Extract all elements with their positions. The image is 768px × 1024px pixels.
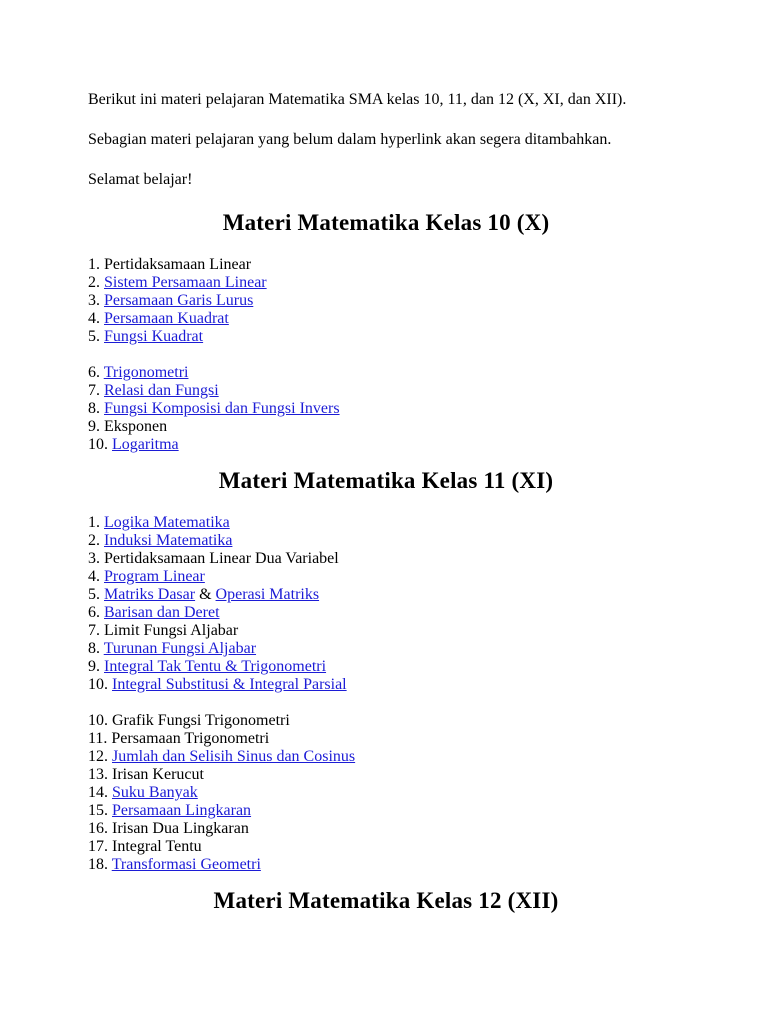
item-number: 17. bbox=[88, 838, 112, 855]
materi-text-integral-tentu: Integral Tentu bbox=[112, 838, 202, 855]
list-item bbox=[88, 364, 684, 382]
materi-link-relasi-dan-fungsi[interactable]: Relasi dan Fungsi bbox=[104, 382, 219, 399]
section-kelas-10 bbox=[88, 210, 684, 454]
list-item bbox=[88, 784, 684, 802]
list-item bbox=[88, 568, 684, 586]
item-number: 4. bbox=[88, 568, 104, 585]
materi-link-barisan-dan-deret[interactable]: Barisan dan Deret bbox=[104, 604, 220, 621]
materi-text-grafik-fungsi-trigonometri: Grafik Fungsi Trigonometri bbox=[112, 712, 290, 729]
materi-text-eksponen: Eksponen bbox=[104, 418, 168, 435]
list-item bbox=[88, 436, 684, 454]
materi-link-operasi-matriks[interactable]: Operasi Matriks bbox=[215, 586, 320, 603]
section-heading-kelas-10: Materi Matematika Kelas 10 (X) bbox=[222, 210, 550, 235]
item-number: 14. bbox=[88, 784, 112, 801]
list-item bbox=[88, 730, 684, 748]
list-item bbox=[88, 292, 684, 310]
item-number: 13. bbox=[88, 766, 112, 783]
list-item bbox=[88, 328, 684, 346]
list-item bbox=[88, 676, 684, 694]
materi-link-trigonometri[interactable]: Trigonometri bbox=[103, 364, 189, 381]
materi-link-logaritma[interactable]: Logaritma bbox=[112, 436, 179, 453]
list-item bbox=[88, 400, 684, 418]
section-kelas-12 bbox=[88, 888, 684, 913]
list-item bbox=[88, 820, 684, 838]
list-item bbox=[88, 310, 684, 328]
materi-text-pertidaksamaan-linear-dua-variabel: Pertidaksamaan Linear Dua Variabel bbox=[104, 550, 339, 567]
list-item bbox=[88, 640, 684, 658]
item-number: 12. bbox=[88, 748, 112, 765]
materi-link-persamaan-lingkaran[interactable]: Persamaan Lingkaran bbox=[112, 802, 252, 819]
section-heading-kelas-12: Materi Matematika Kelas 12 (XII) bbox=[213, 888, 559, 913]
list-item bbox=[88, 418, 684, 436]
materi-text-irisan-kerucut: Irisan Kerucut bbox=[112, 766, 204, 783]
materi-link-turunan-fungsi-aljabar[interactable]: Turunan Fungsi Aljabar bbox=[103, 640, 257, 657]
item-number: 18. bbox=[88, 856, 112, 873]
materi-link-integral-tak-tentu-trigonometri[interactable]: Integral Tak Tentu & Trigonometri bbox=[104, 658, 327, 675]
item-number: 7. bbox=[88, 382, 104, 399]
item-number: 16. bbox=[88, 820, 112, 837]
item-number: 10. bbox=[88, 676, 112, 693]
item-number: 11. bbox=[88, 730, 112, 747]
list-item bbox=[88, 532, 684, 550]
materi-sections bbox=[88, 210, 684, 913]
intro-paragraph-3: Selamat belajar! bbox=[88, 171, 193, 188]
materi-link-matriks-dasar[interactable]: Matriks Dasar bbox=[104, 586, 196, 603]
item-number: 7. bbox=[88, 622, 104, 639]
materi-link-fungsi-komposisi-dan-fungsi-invers[interactable]: Fungsi Komposisi dan Fungsi Invers bbox=[104, 400, 340, 417]
item-number: 1. bbox=[88, 514, 104, 531]
list-item bbox=[88, 604, 684, 622]
list-item bbox=[88, 802, 684, 820]
item-number: 3. bbox=[88, 550, 104, 567]
materi-link-jumlah-dan-selisih-sinus-dan-cosinus[interactable]: Jumlah dan Selisih Sinus dan Cosinus bbox=[112, 748, 356, 765]
item-number: 9. bbox=[88, 418, 104, 435]
materi-link-induksi-matematika[interactable]: Induksi Matematika bbox=[104, 532, 233, 549]
materi-link-logika-matematika[interactable]: Logika Matematika bbox=[104, 514, 230, 531]
item-number: 2. bbox=[88, 532, 104, 549]
section-kelas-11 bbox=[88, 468, 684, 874]
list-item bbox=[88, 766, 684, 784]
list-group-kelas-11-1 bbox=[88, 514, 684, 694]
materi-link-program-linear[interactable]: Program Linear bbox=[104, 568, 205, 585]
item-number: 9. bbox=[88, 658, 104, 675]
list-item bbox=[88, 658, 684, 676]
section-heading-kelas-11: Materi Matematika Kelas 11 (XI) bbox=[218, 468, 554, 493]
list-item bbox=[88, 256, 684, 274]
intro-paragraph-2: Sebagian materi pelajaran yang belum dalam hyperlink akan segera ditambahkan. bbox=[88, 131, 612, 148]
item-number: 2. bbox=[88, 274, 104, 291]
item-number: 6. bbox=[88, 604, 104, 621]
list-item bbox=[88, 856, 684, 874]
materi-text-: & bbox=[195, 586, 216, 603]
materi-text-pertidaksamaan-linear: Pertidaksamaan Linear bbox=[104, 256, 252, 273]
list-item bbox=[88, 550, 684, 568]
item-number: 6. bbox=[88, 364, 104, 381]
item-number: 10. bbox=[88, 712, 112, 729]
list-item bbox=[88, 622, 684, 640]
item-number: 15. bbox=[88, 802, 112, 819]
list-item bbox=[88, 382, 684, 400]
list-group-kelas-10-2 bbox=[88, 364, 684, 454]
item-number: 3. bbox=[88, 292, 104, 309]
item-number: 4. bbox=[88, 310, 104, 327]
list-item bbox=[88, 712, 684, 730]
list-group-kelas-10-1 bbox=[88, 256, 684, 346]
materi-link-sistem-persamaan-linear[interactable]: Sistem Persamaan Linear bbox=[104, 274, 267, 291]
materi-link-persamaan-garis-lurus[interactable]: Persamaan Garis Lurus bbox=[104, 292, 254, 309]
list-item bbox=[88, 274, 684, 292]
item-number: 5. bbox=[88, 586, 104, 603]
item-number: 1. bbox=[88, 256, 104, 273]
materi-link-suku-banyak[interactable]: Suku Banyak bbox=[112, 784, 198, 801]
materi-text-limit-fungsi-aljabar: Limit Fungsi Aljabar bbox=[104, 622, 239, 639]
intro-paragraph-1: Berikut ini materi pelajaran Matematika SMA kelas 10, 11, dan 12 (X, XI, dan XII). bbox=[88, 91, 627, 108]
list-item bbox=[88, 748, 684, 766]
list-item bbox=[88, 838, 684, 856]
list-item bbox=[88, 514, 684, 532]
materi-link-fungsi-kuadrat[interactable]: Fungsi Kuadrat bbox=[104, 328, 204, 345]
materi-link-transformasi-geometri[interactable]: Transformasi Geometri bbox=[111, 856, 261, 873]
materi-link-integral-substitusi-integral-parsial[interactable]: Integral Substitusi & Integral Parsial bbox=[112, 676, 347, 693]
item-number: 5. bbox=[88, 328, 104, 345]
item-number: 8. bbox=[88, 640, 104, 657]
materi-text-persamaan-trigonometri: Persamaan Trigonometri bbox=[111, 730, 270, 747]
materi-link-persamaan-kuadrat[interactable]: Persamaan Kuadrat bbox=[104, 310, 229, 327]
item-number: 8. bbox=[88, 400, 104, 417]
list-item bbox=[88, 586, 684, 604]
materi-text-irisan-dua-lingkaran: Irisan Dua Lingkaran bbox=[112, 820, 249, 837]
item-number: 10. bbox=[88, 436, 112, 453]
list-group-kelas-11-2 bbox=[88, 712, 684, 874]
